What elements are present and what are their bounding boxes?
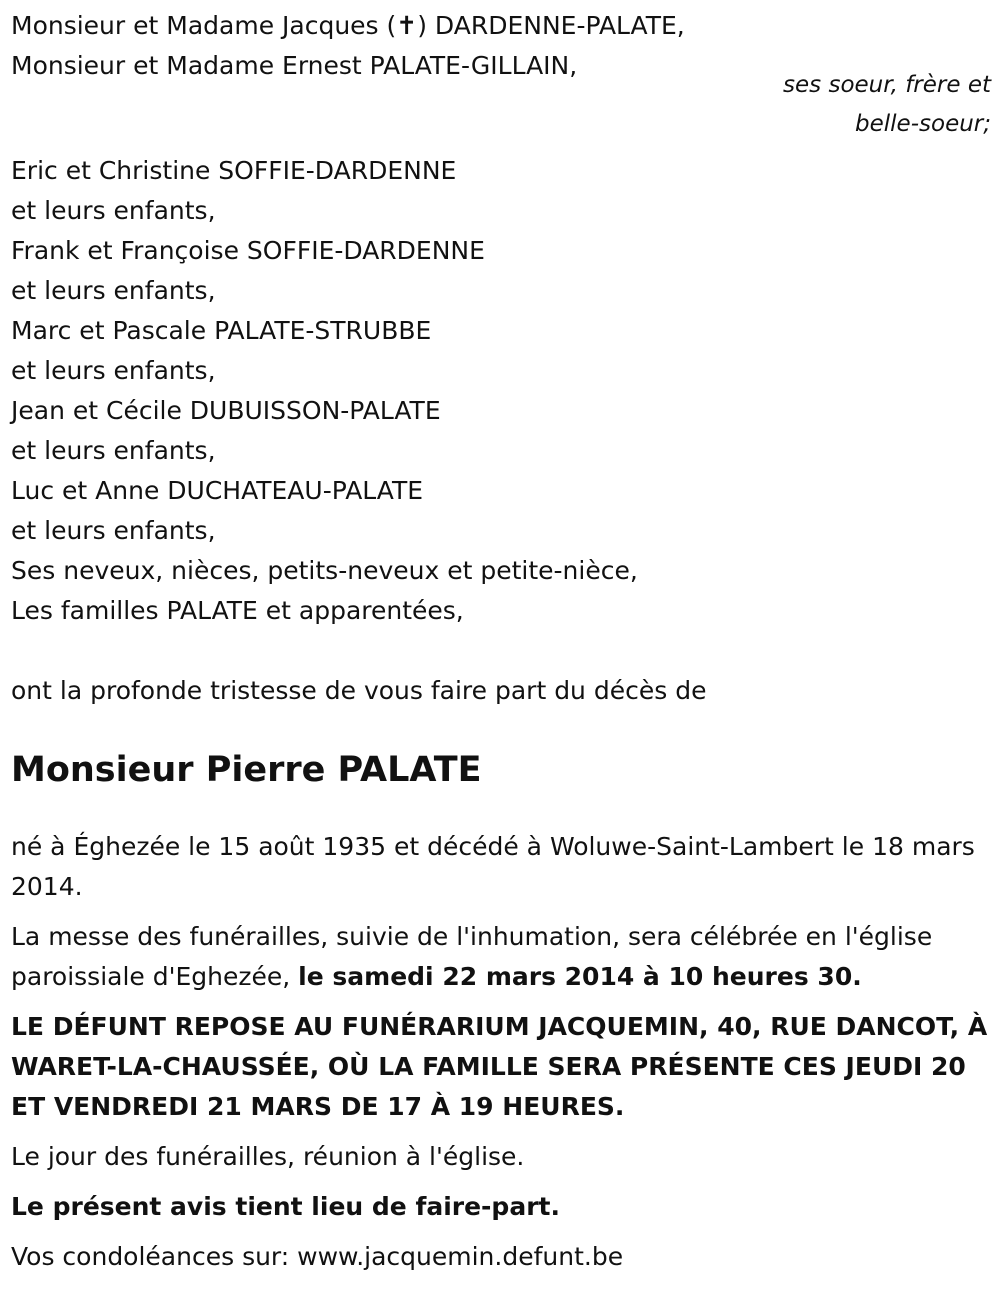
- meeting-text: Le jour des funérailles, réunion à l'église.: [11, 1142, 525, 1171]
- announcement-text: ont la profonde tristesse de vous faire part du décès de: [11, 676, 707, 705]
- sibling-line-1: Monsieur et Madame Jacques (✝) DARDENNE-PALATE,: [11, 11, 685, 40]
- family-line: et leurs enfants,: [11, 436, 216, 465]
- family-line: Jean et Cécile DUBUISSON-PALATE: [11, 396, 441, 425]
- funeral-text: La messe des funérailles, suivie de l'inhumation, sera célébrée en l'église paroissiale d'Eghezée,: [11, 922, 933, 991]
- deceased-name: Monsieur Pierre PALATE: [11, 750, 482, 790]
- family-line: Les familles PALATE et apparentées,: [11, 596, 464, 625]
- family-line: Luc et Anne DUCHATEAU-PALATE: [11, 476, 424, 505]
- family-line: Marc et Pascale PALATE-STRUBBE: [11, 316, 432, 345]
- family-line: Ses neveux, nièces, petits-neveux et petite-nièce,: [11, 556, 638, 585]
- relation-line-1: ses soeur, frère et: [783, 72, 991, 98]
- family-line: et leurs enfants,: [11, 516, 216, 545]
- family-line: Frank et Françoise SOFFIE-DARDENNE: [11, 236, 485, 265]
- notice-statement: Le présent avis tient lieu de faire-part.: [11, 1192, 560, 1221]
- sibling-line-2: Monsieur et Madame Ernest PALATE-GILLAIN,: [11, 51, 578, 80]
- funeral-paragraph: [11, 917, 991, 997]
- family-line: et leurs enfants,: [11, 196, 216, 225]
- birth-death-text: né à Éghezée le 15 août 1935 et décédé à Woluwe-Saint-Lambert le 18 mars 2014.: [11, 832, 975, 901]
- condolences-text: Vos condoléances sur: www.jacquemin.defunt.be: [11, 1242, 624, 1271]
- obituary-notice: [11, 6, 991, 1287]
- family-line: et leurs enfants,: [11, 276, 216, 305]
- family-line: et leurs enfants,: [11, 356, 216, 385]
- family-list: [11, 151, 991, 631]
- family-line: Eric et Christine SOFFIE-DARDENNE: [11, 156, 457, 185]
- relation-line-2: belle-soeur;: [855, 111, 991, 137]
- visitation-text: LE DÉFUNT REPOSE AU FUNÉRARIUM JACQUEMIN, 40, RUE DANCOT, À WARET-LA-CHAUSSÉE, OÙ LA FAMILLE SERA PRÉSENTE CES JEUDI 20 ET VENDREDI 21 MARS DE 17 À 19 HEURES.: [11, 1012, 988, 1121]
- funeral-date: le samedi 22 mars 2014 à 10 heures 30.: [298, 962, 862, 991]
